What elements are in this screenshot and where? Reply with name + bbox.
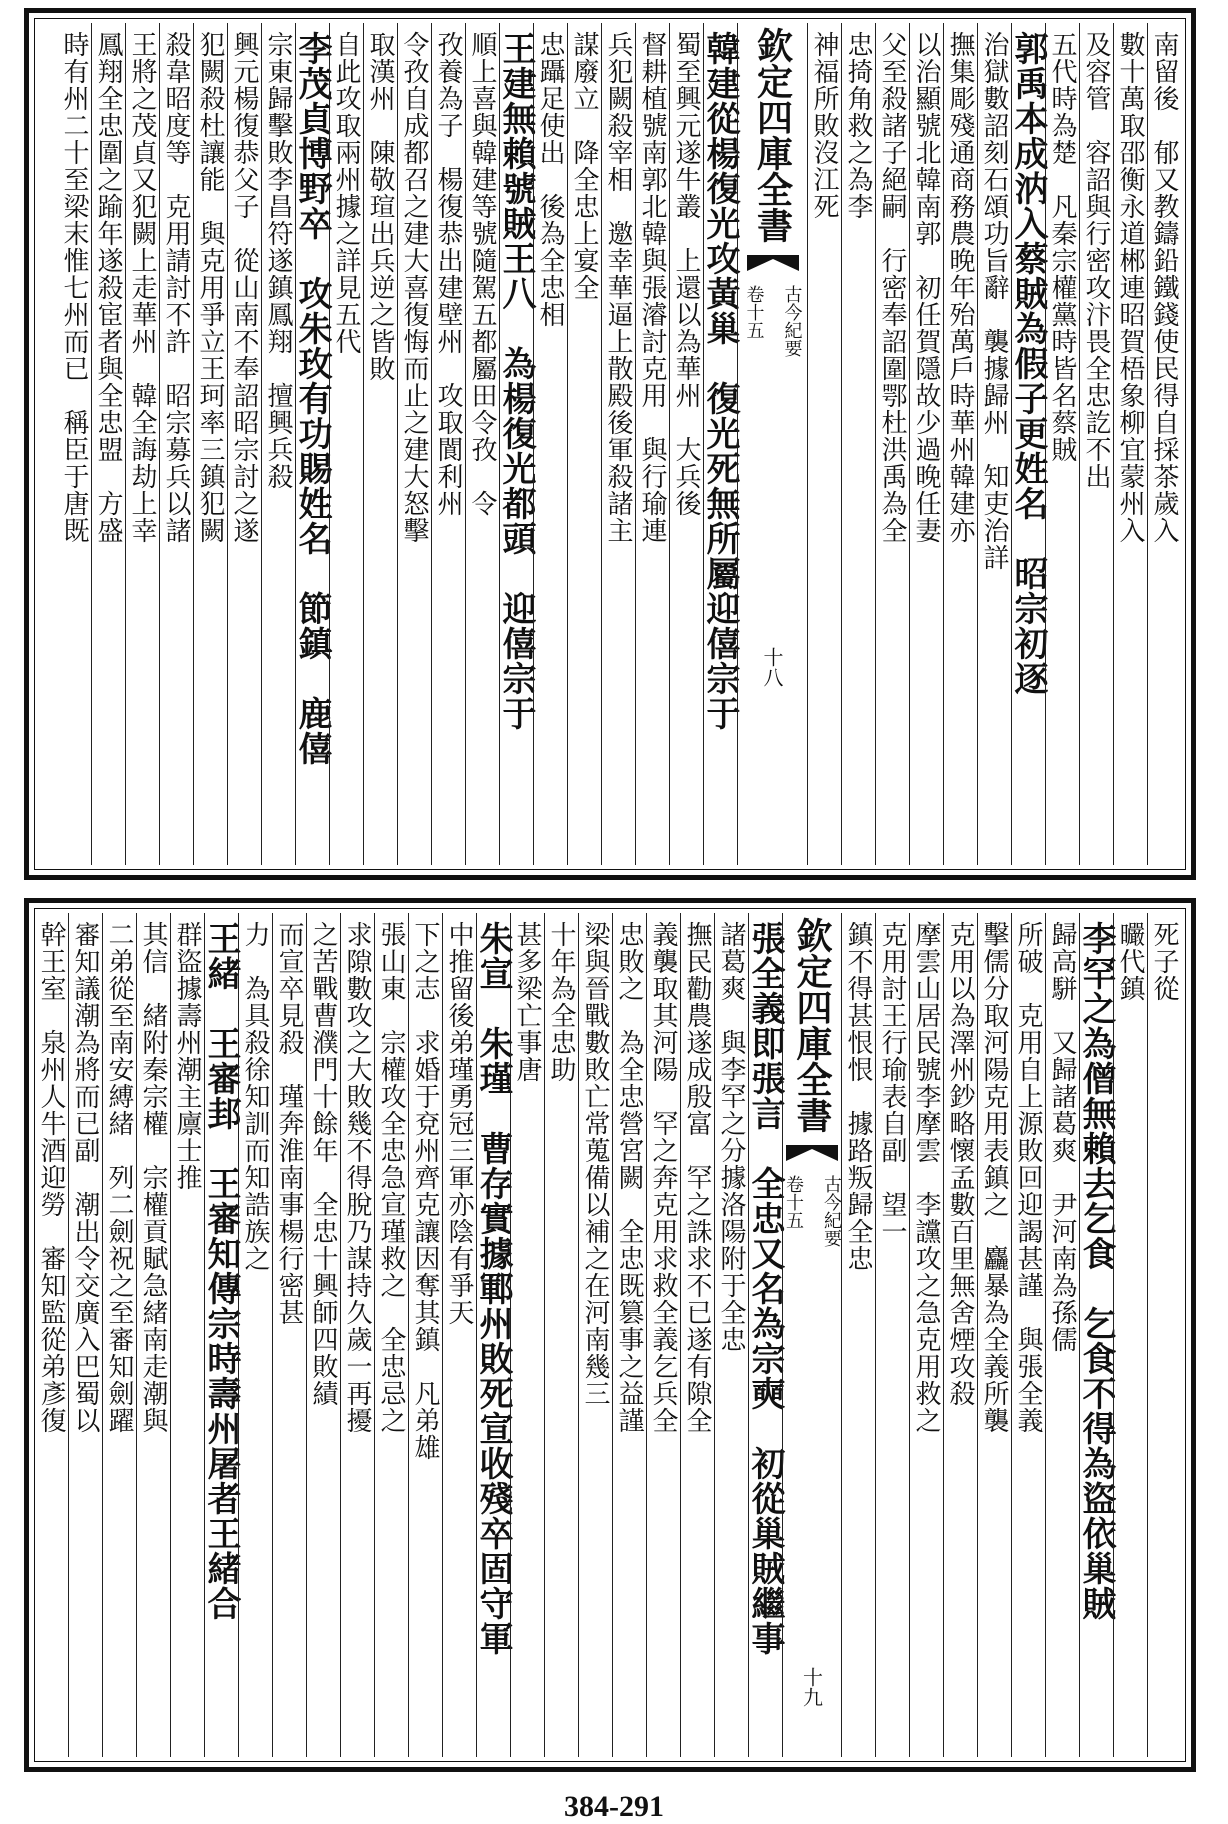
text-column: 五代時為楚 凡秦宗權黨時皆名蔡賊: [1045, 23, 1079, 865]
text-column: 令孜自成都召之建大喜復悔而止之建大怒擊: [397, 23, 431, 865]
text-column: 之苦戰曹濮門十餘年 全忠十興師四敗績: [306, 913, 340, 1757]
text-column: 幹王室 泉州人牛酒迎勞 審知監從弟彥復: [36, 921, 66, 1434]
text-column: 自此攻取兩州據之詳見五代: [329, 23, 363, 865]
text-column: 治獄數詔刻石頌功旨辭 襲據歸州 知吏治詳: [977, 23, 1011, 865]
center-fold-column: [737, 23, 807, 865]
text-column: 曮代鎮: [1113, 913, 1147, 1757]
text-column: 摩雲山居民號李摩雲 李讜攻之急克用救之: [909, 913, 943, 1757]
text-column: 諸葛爽 與李罕之分據洛陽附于全忠: [714, 913, 748, 1757]
text-column: 犯闕殺杜讓能 與克用爭立王珂率三鎮犯闕: [193, 23, 227, 865]
text-column: 神福所敗沒江死: [807, 23, 841, 865]
volume-label: 卷十五: [743, 285, 765, 339]
text-column: 謀廢立 降全忠上宴全: [567, 23, 601, 865]
center-fold-column: [782, 913, 841, 1757]
entry-heading-column: 郭禹本成汭入蔡賊為假子更姓名 昭宗初逐: [1011, 23, 1045, 865]
text-column: 下之志 求婚于兗州齊克讓因奪其鎮 凡弟雄: [408, 913, 442, 1757]
entry-heading-column: 王緒 王審邽 王審知傳宗時壽州屠者王緒合: [204, 913, 238, 1757]
center-subtitle: [783, 1175, 841, 1247]
text-column: 十年為全忠助: [544, 913, 578, 1757]
text-column: 二弟從至南安縛緒 列二劍祝之至審知劍躍: [102, 913, 136, 1757]
text-column: 殺韋昭度等 克用請討不許 昭宗募兵以諸: [159, 23, 193, 865]
text-column: 忠敗之 為全忠營宮闕 全忠既篡事之益謹: [612, 913, 646, 1757]
page-number: 十九: [799, 1667, 824, 1707]
text-column: 歸高駢 又歸諸葛爽 尹河南為孫儒: [1045, 913, 1079, 1757]
library-title: 欽定四庫全書: [751, 27, 794, 243]
text-column: 鎮不得甚恨恨 據路叛歸全忠: [841, 913, 875, 1757]
text-column: 所破 克用自上源敗回迎謁甚謹 與張全義: [1011, 913, 1045, 1757]
text-column: 時有州二十至梁末惟七州而已 稱臣于唐既: [59, 31, 89, 544]
text-column: 順上喜與韓建等號隨駕五都屬田令孜 令: [465, 23, 499, 865]
text-column: 撫民勸農遂成殷富 罕之誅求不已遂有隙全: [680, 913, 714, 1757]
text-column: 數十萬取邵衡永道郴連昭賀梧象柳宜蒙州入: [1113, 23, 1147, 865]
text-column: 父至殺諸子絕嗣 行密奉詔圍鄂杜洪禹為全: [875, 23, 909, 865]
entry-heading-column: 張全義即張言 全忠又名為宗奭 初從巢賊繼事: [748, 913, 782, 1757]
text-column: 宗東歸擊敗李昌符遂鎮鳳翔 擅興兵殺: [261, 23, 295, 865]
text-column: 南留後 郁又教鑄鉛鐵錢使民得自採茶歲入: [1147, 23, 1181, 865]
text-column: 義襲取其河陽 罕之奔克用求救全義乞兵全: [646, 913, 680, 1757]
bottom-page-columns: [36, 913, 1181, 1757]
text-column: 審知議潮為將而已副 潮出令交廣入巴蜀以: [68, 913, 102, 1757]
text-column: 忠躡足使出 後為全忠相: [533, 23, 567, 865]
entry-heading-column: 李茂貞博野卒 攻朱玫有功賜姓名 節鎮 鹿僖: [295, 23, 329, 865]
entry-heading-column: 朱宣 朱瑾 曹存實據鄆州敗死宣收殘卒固守軍: [476, 913, 510, 1757]
text-column: 甚多梁亡事唐: [510, 913, 544, 1757]
folio-number: 384-291: [564, 1790, 664, 1823]
page-number: 十八: [760, 647, 784, 687]
fishtail-ornament-icon: [745, 253, 801, 273]
text-column: 擊儒分取河陽克用表鎮之 麤暴為全義所襲: [977, 913, 1011, 1757]
text-column: 張山東 宗權攻全忠急宣瑾救之 全忠忌之: [374, 913, 408, 1757]
text-column: 孜養為子 楊復恭出建壁州 攻取閬利州: [431, 23, 465, 865]
text-column: 克用討王行瑜表自副 望一: [875, 913, 909, 1757]
volume-label: 卷十五: [783, 1175, 804, 1229]
text-column: 及容管 容詔與行密攻汴畏全忠訖不出: [1079, 23, 1113, 865]
text-column: 兵犯闕殺宰相 邀幸華逼上散殿後軍殺諸主: [601, 23, 635, 865]
center-subtitle: [744, 285, 802, 357]
text-column: 取漢州 陳敬瑄出兵逆之皆敗: [363, 23, 397, 865]
text-column: 死子從: [1147, 913, 1181, 1757]
text-column: 督耕植號南郭北韓與張濬討克用 與行瑜連: [635, 23, 669, 865]
text-column: 以治顯號北韓南郭 初任賀隱故少過晚任妻: [909, 23, 943, 865]
library-title: 欽定四庫全書: [791, 917, 833, 1133]
book-title: 古今紀要: [821, 1175, 842, 1247]
entry-heading-column: 韓建從楊復光攻黃巢 復光死無所屬迎僖宗于: [703, 23, 737, 865]
text-column: 興元楊復恭父子 從山南不奉詔昭宗討之遂: [227, 23, 261, 865]
fishtail-ornament-icon: [784, 1143, 840, 1163]
text-column: 力 為具殺徐知訓而知誥族之: [238, 913, 272, 1757]
text-column: 群盜據壽州潮主廪士推: [170, 913, 204, 1757]
book-title: 古今紀要: [781, 285, 803, 357]
entry-heading-column: 王建無賴號賊王八 為楊復光都頭 迎僖宗于: [499, 23, 533, 865]
bottom-page: [24, 898, 1196, 1772]
top-page: [24, 8, 1196, 880]
text-column: 鳳翔全忠圍之踰年遂殺宦者與全忠盟 方盛: [91, 23, 125, 865]
text-column: 梁與晉戰數敗亡常蒐備以補之在河南幾三: [578, 913, 612, 1757]
text-column: 克用以為澤州鈔略懷孟數百里無舍煙攻殺: [943, 913, 977, 1757]
text-column: 其信 緒附秦宗權 宗權貢賦急緒南走潮與: [136, 913, 170, 1757]
text-column: 而宣卒見殺 瑾奔淮南事楊行密甚: [272, 913, 306, 1757]
text-column: 忠掎角救之為李: [841, 23, 875, 865]
text-column: 中推留後弟瑾勇冠三軍亦陰有爭天: [442, 913, 476, 1757]
text-column: 求隙數攻之大敗幾不得脫乃謀持久歲一再擾: [340, 913, 374, 1757]
text-column: 王將之茂貞又犯闕上走華州 韓全誨劫上幸: [125, 23, 159, 865]
top-page-columns: [39, 23, 1181, 865]
text-column: 撫集彫殘通商務農晚年殆萬戶時華州韓建亦: [943, 23, 977, 865]
text-column: 蜀至興元遂牛叢 上還以為華州 大兵後: [669, 23, 703, 865]
entry-heading-column: 李罕之為僧無賴去乞食 乞食不得為盜依巢賊: [1079, 913, 1113, 1757]
